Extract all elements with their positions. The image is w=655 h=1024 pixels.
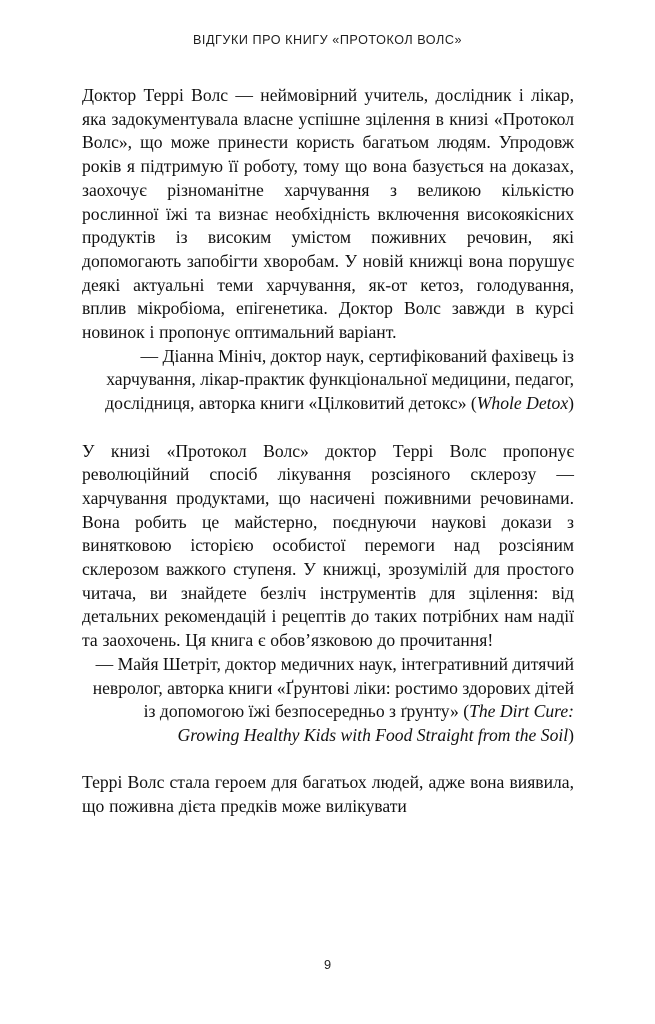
testimonial-3-body: Террі Волс стала героем для багатьох людей, адже вона виявила, що поживна дієта предків може вилікувати (82, 772, 574, 817)
testimonial-2-body: У книзі «Протокол Волс» доктор Террі Волс пропонує революційний спосіб лікування розсіяного склерозу — харчування продуктами, що насичені поживними речовинами. Вона робить це майстерно, поєднуючи наукові докази з винятковою історією особистої перемоги над розсіяним склерозом важкого ступеня. У книжці, зрозумілій для простого читача, ви знайдете безліч інструментів для зцілення: від детальних рекомендацій і рецептів до таких потрібних нам надії та заохочень. Ця книга є обов’язковою до прочитання! (82, 440, 574, 651)
attribution-book-title-italic: The Dirt Cure: Growing Healthy Kids with Food Straight from the Soil (177, 701, 574, 745)
testimonial-1-body: Доктор Террі Волс — неймовірний учитель, дослідник і лікар, яка задокументувала власне успішне зцілення в книзі «Протокол Волс», що може принести користь багатьом людям. Упродовж років я підтримую її роботу, тому що вона базується на доказах, заохочує різноманітне харчування з великою кількістю рослинної їжі та визнає необхідність включення високоякісних продуктів із високим умістом поживних речовин, які допомогають запобігти хворобам. У новій книжці вона порушує деякі актуальні теми харчування, як-от кетоз, голодування, вплив мікробіома, епігенетика. Доктор Волс завжди в курсі новинок і пропонує оптимальний варіант. (82, 85, 574, 343)
attribution-closing-paren: ) (568, 724, 574, 745)
attribution-book-title-italic: Whole Detox (476, 393, 569, 414)
attribution-closing-paren: ) (568, 393, 574, 414)
block-spacer (82, 748, 574, 772)
attribution-text: — Діанна Мініч, доктор наук, сертифікований фахівець із харчування, лікар-практик функціональної медицини, педагог, дослідниця, авторка книги «Цілковитий детокс» ( (105, 345, 574, 414)
block-spacer (82, 416, 574, 440)
page-number: 9 (323, 957, 332, 972)
testimonial-2-attribution (82, 653, 574, 748)
attribution-text: — Майя Шетріт, доктор медичних наук, інтегративний дитячий невролог, авторка книги «Ґрунтові ліки: ростимо здорових дітей із допомогою їжі безпосередньо з ґрунту» ( (92, 653, 574, 722)
running-head: ВІДГУКИ ПРО КНИГУ «ПРОТОКОЛ ВОЛС» (192, 33, 463, 47)
testimonial-1-attribution (82, 345, 574, 416)
text-column (82, 84, 574, 819)
